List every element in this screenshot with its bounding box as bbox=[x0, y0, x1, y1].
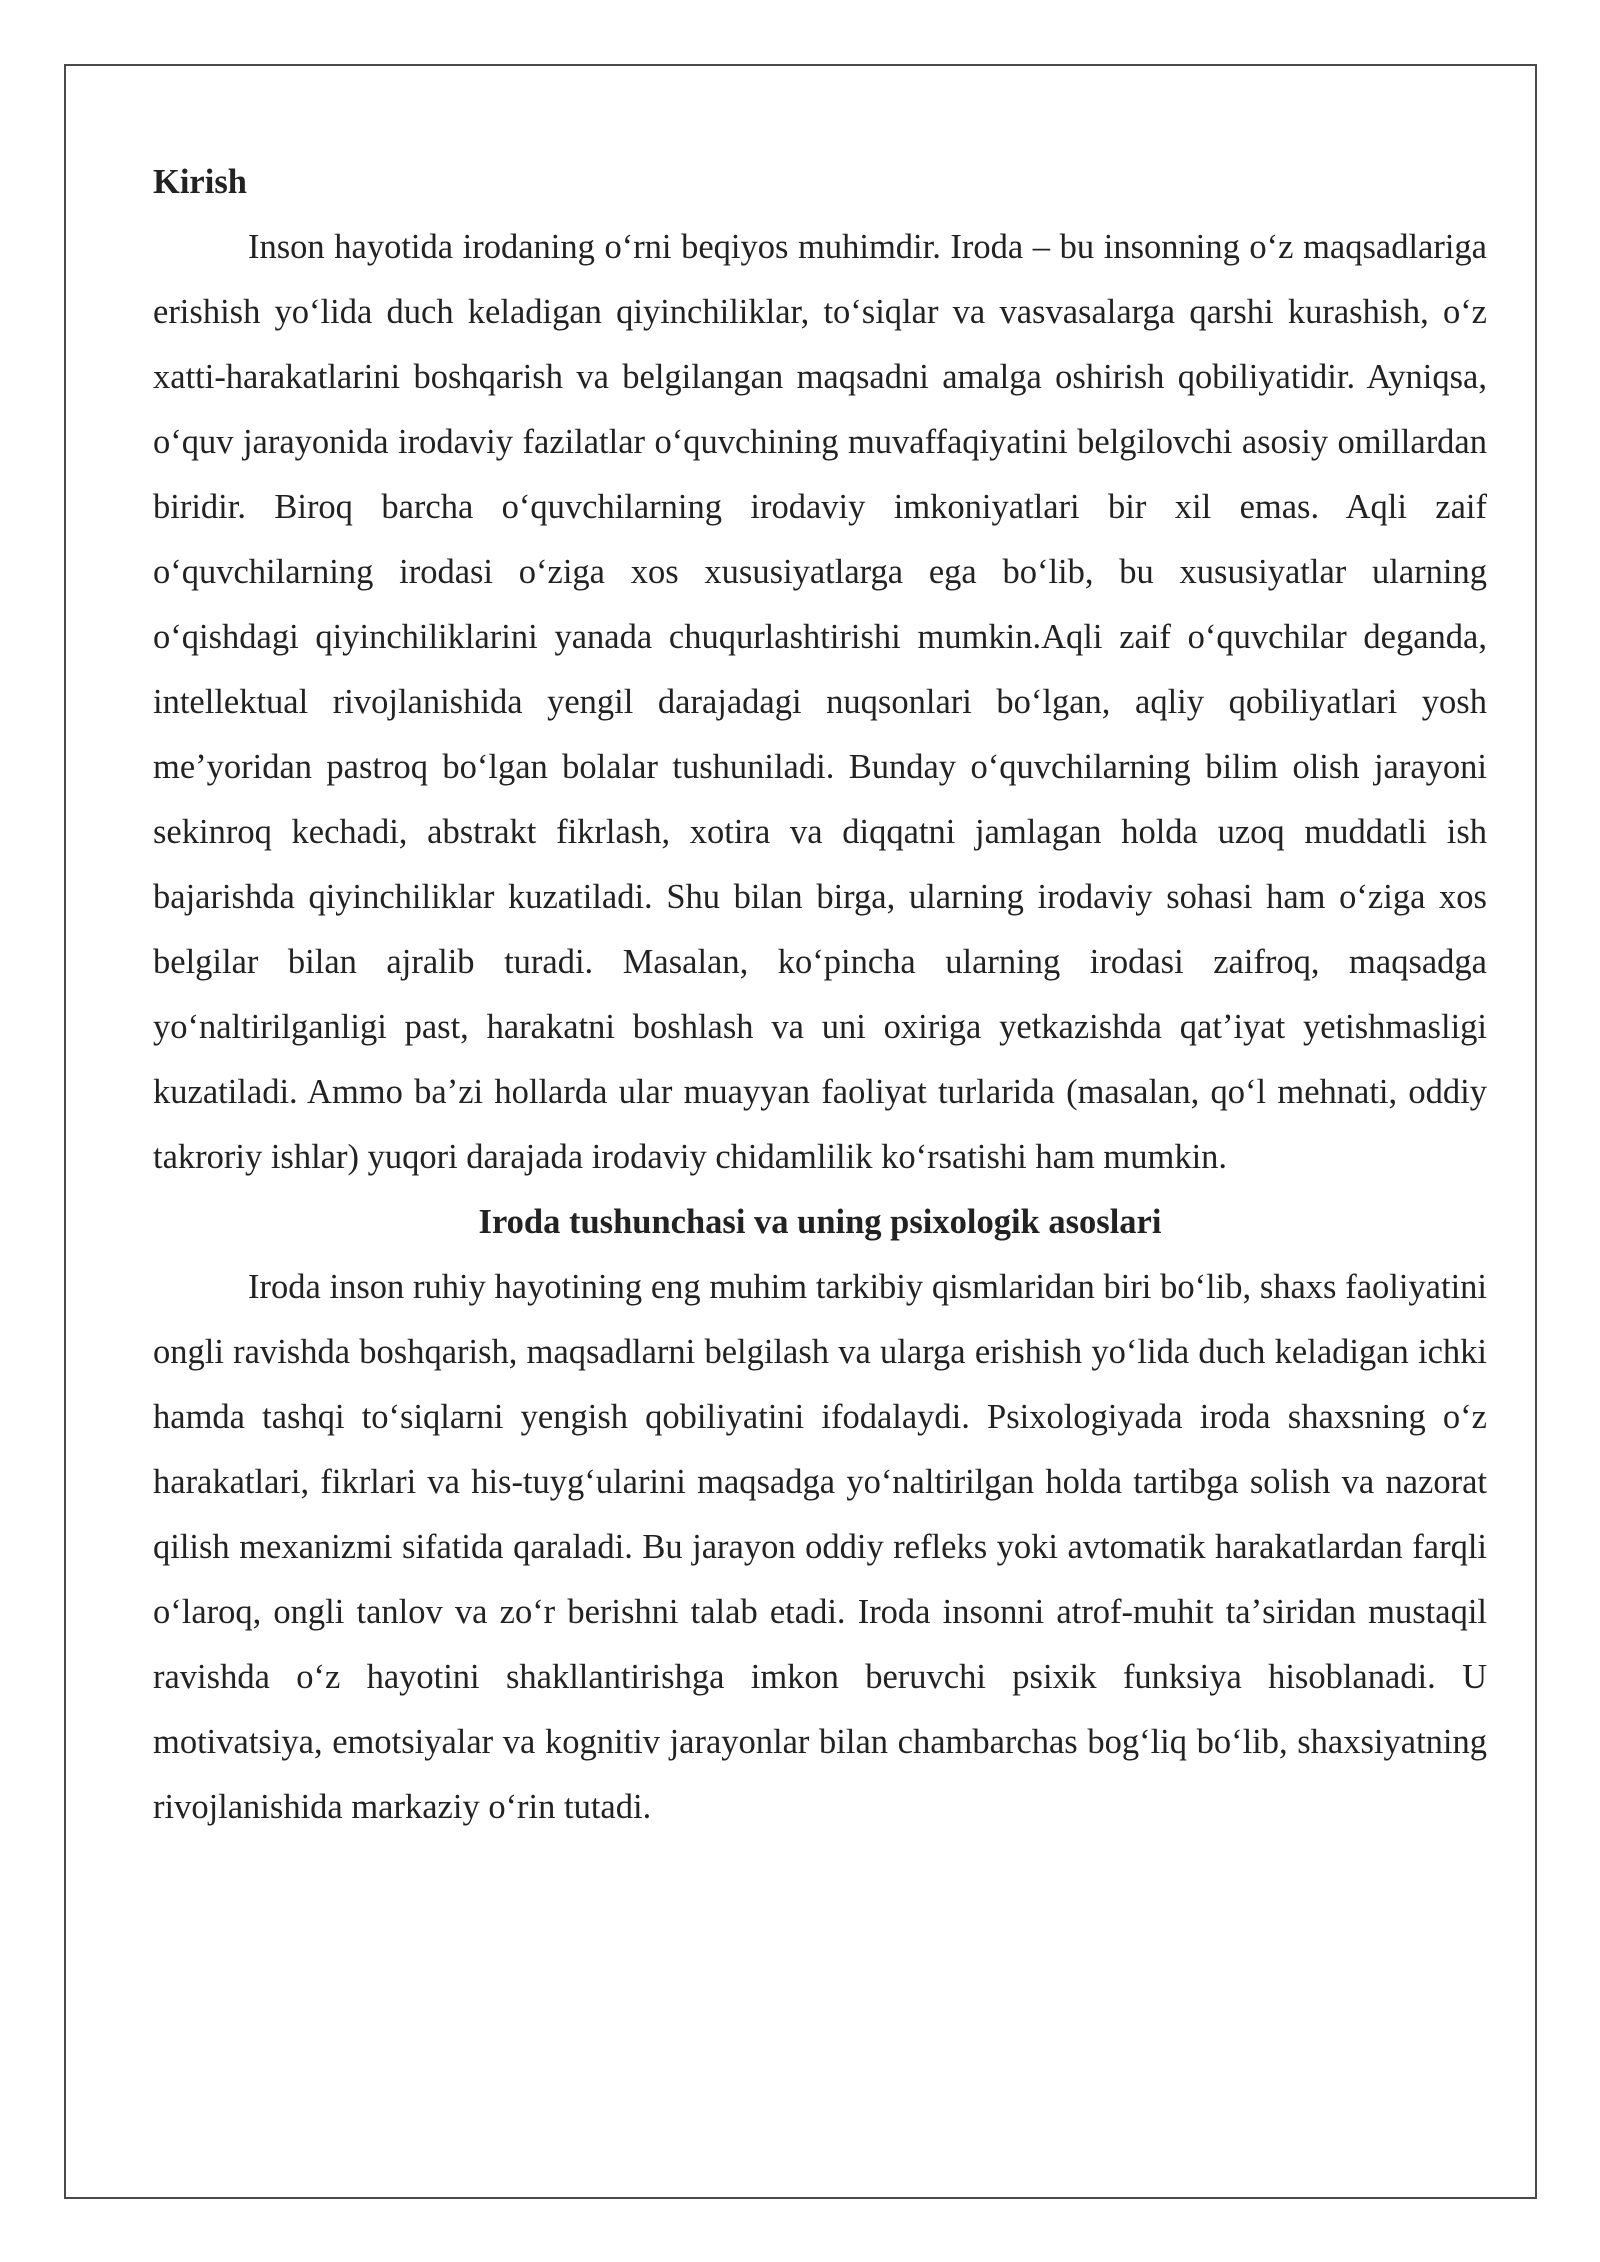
section-paragraph: Iroda inson ruhiy hayotining eng muhim tarkibiy qismlaridan biri boʻlib, shaxs faoliyatini ongli ravishda boshqarish, maqsadlarni belgilash va ularga erishish yoʻlida duch keladigan ichki hamda tashqi toʻsiqlarni yengish qobiliyatini ifodalaydi. Psixologiyada iroda shaxsning oʻz harakatlari, fikrlari va his-tuygʻularini maqsadga yoʻnaltirilgan holda tartibga solish va nazorat qilish mexanizmi sifatida qaraladi. Bu jarayon oddiy refleks yoki avtomatik harakatlardan farqli oʻlaroq, ongli tanlov va zoʻr berishni talab etadi. Iroda insonni atrof-muhit taʼsiridan mustaqil ravishda oʻz hayotini shakllantirishga imkon beruvchi psixik funksiya hisoblanadi. U motivatsiya, emotsiyalar va kognitiv jarayonlar bilan chambarchas bogʻliq boʻlib, shaxsiyatning rivojlanishida markaziy oʻrin tutadi. bbox=[153, 1268, 1487, 1826]
section-heading: Iroda tushunchasi va uning psixologik asoslari bbox=[478, 1203, 1162, 1241]
intro-paragraph: Inson hayotida irodaning oʻrni beqiyos muhimdir. Iroda – bu insonning oʻz maqsadlariga erishish yoʻlida duch keladigan qiyinchiliklar, toʻsiqlar va vasvasalarga qarshi kurashish, oʻz xatti-harakatlarini boshqarish va belgilangan maqsadni amalga oshirish qobiliyatidir. Ayniqsa, oʻquv jarayonida irodaviy fazilatlar oʻquvchining muvaffaqiyatini belgilovchi asosiy omillardan biridir. Biroq barcha oʻquvchilarning irodaviy imkoniyatlari bir xil emas. Aqli zaif oʻquvchilarning irodasi oʻziga xos xususiyatlarga ega boʻlib, bu xususiyatlar ularning oʻqishdagi qiyinchiliklarini yanada chuqurlashtirishi mumkin.Aqli zaif oʻquvchilar deganda, intellektual rivojlanishida yengil darajadagi nuqsonlari boʻlgan, aqliy qobiliyatlari yosh meʼyoridan pastroq boʻlgan bolalar tushuniladi. Bunday oʻquvchilarning bilim olish jarayoni sekinroq kechadi, abstrakt fikrlash, xotira va diqqatni jamlagan holda uzoq muddatli ish bajarishda qiyinchiliklar kuzatiladi. Shu bilan birga, ularning irodaviy sohasi ham oʻziga xos belgilar bilan ajralib turadi. Masalan, koʻpincha ularning irodasi zaifroq, maqsadga yoʻnaltirilganligi past, harakatni boshlash va uni oxiriga yetkazishda qatʼiyat yetishmasligi kuzatiladi. Ammo baʼzi hollarda ular muayyan faoliyat turlarida (masalan, qoʻl mehnati, oddiy takroriy ishlar) yuqori darajada irodaviy chidamlilik koʻrsatishi ham mumkin. bbox=[153, 228, 1487, 1176]
intro-heading: Kirish bbox=[153, 163, 247, 201]
document-body bbox=[153, 150, 1487, 1840]
